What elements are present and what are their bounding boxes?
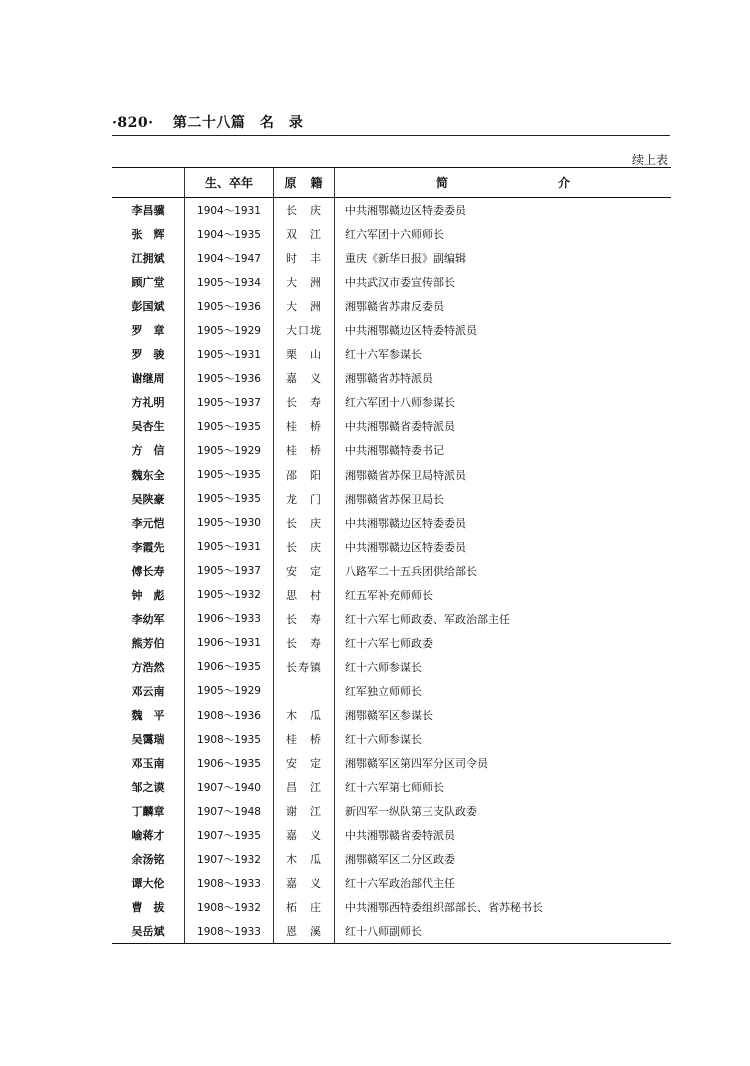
header-name — [112, 168, 185, 198]
header-desc — [335, 168, 672, 198]
cell-years: 1904～1947 — [185, 246, 274, 270]
table-row — [112, 847, 671, 871]
page-header — [112, 112, 303, 132]
cell-years: 1908～1935 — [185, 727, 274, 751]
cell-native: 双 江 — [274, 222, 335, 246]
cell-native: 木 瓜 — [274, 703, 335, 727]
cell-native: 谢 江 — [274, 799, 335, 823]
cell-years: 1905～1934 — [185, 270, 274, 294]
cell-native: 桂 桥 — [274, 438, 335, 462]
table-header-row — [112, 168, 671, 198]
table-row — [112, 631, 671, 655]
cell-desc: 重庆《新华日报》副编辑 — [335, 246, 672, 270]
table-row — [112, 535, 671, 559]
cell-desc: 红十六军参谋长 — [335, 342, 672, 366]
cell-years: 1905～1932 — [185, 583, 274, 607]
table-row — [112, 438, 671, 462]
cell-years: 1905～1935 — [185, 487, 274, 511]
table-row — [112, 871, 671, 895]
header-desc-a: 简 — [435, 176, 448, 190]
cell-years: 1907～1935 — [185, 823, 274, 847]
cell-native: 长 寿 — [274, 607, 335, 631]
table-row — [112, 366, 671, 390]
table-row — [112, 463, 671, 487]
table-row — [112, 919, 671, 944]
cell-name: 罗 章 — [131, 324, 165, 338]
cell-desc: 中共湘鄂赣省委特派员 — [335, 414, 672, 438]
cell-desc: 红六军团十八师参谋长 — [335, 390, 672, 414]
cell-name: 邹之谟 — [131, 781, 165, 795]
cell-name: 吴杏生 — [131, 420, 165, 434]
cell-name: 丁麟章 — [131, 805, 165, 819]
table-row — [112, 487, 671, 511]
cell-native: 长 寿 — [274, 390, 335, 414]
cell-native: 大口垅 — [274, 318, 335, 342]
cell-desc: 八路军二十五兵团供给部长 — [335, 559, 672, 583]
cell-native: 昌 江 — [274, 775, 335, 799]
chapter-title: 第二十八篇 名 录 — [172, 115, 304, 131]
cell-native: 安 定 — [274, 559, 335, 583]
cell-years: 1908～1933 — [185, 871, 274, 895]
cell-desc: 中共湘鄂赣边区特委委员 — [335, 535, 672, 559]
cell-desc: 红十六军政治部代主任 — [335, 871, 672, 895]
cell-years: 1904～1931 — [185, 198, 274, 223]
cell-name: 邓云南 — [131, 684, 165, 698]
cell-years: 1905～1937 — [185, 559, 274, 583]
cell-desc: 红军独立师师长 — [335, 679, 672, 703]
table-row — [112, 414, 671, 438]
cell-native: 长寿镇 — [274, 655, 335, 679]
cell-native: 嘉 义 — [274, 823, 335, 847]
cell-name: 江拥斌 — [131, 252, 165, 266]
cell-native: 长 庆 — [274, 535, 335, 559]
cell-desc: 湘鄂赣省苏保卫局长 — [335, 487, 672, 511]
cell-name: 熊芳伯 — [131, 636, 165, 650]
cell-desc: 红十六师参谋长 — [335, 727, 672, 751]
cell-native: 大 洲 — [274, 270, 335, 294]
cell-native: 长 庆 — [274, 511, 335, 535]
cell-desc: 中共湘鄂赣边区特委特派员 — [335, 318, 672, 342]
cell-desc: 中共武汉市委宣传部长 — [335, 270, 672, 294]
cell-native: 木 瓜 — [274, 847, 335, 871]
cell-native: 嘉 义 — [274, 871, 335, 895]
table-row — [112, 895, 671, 919]
table-row — [112, 246, 671, 270]
cell-desc: 红十八师副师长 — [335, 919, 672, 944]
cell-name: 李昌骥 — [131, 204, 165, 218]
cell-desc: 红十六军七师政委、军政治部主任 — [335, 607, 672, 631]
table-row — [112, 198, 671, 223]
cell-name: 谢继周 — [131, 372, 165, 386]
cell-years: 1907～1948 — [185, 799, 274, 823]
cell-years: 1905～1935 — [185, 414, 274, 438]
cell-native: 栗 山 — [274, 342, 335, 366]
cell-desc: 中共湘鄂赣边区特委委员 — [335, 198, 672, 223]
table-row — [112, 318, 671, 342]
cell-desc: 中共湘鄂赣特委书记 — [335, 438, 672, 462]
cell-years: 1907～1932 — [185, 847, 274, 871]
header-rule — [112, 135, 670, 136]
cell-years: 1904～1935 — [185, 222, 274, 246]
cell-name: 吴岳斌 — [112, 919, 185, 944]
table-row — [112, 607, 671, 631]
cell-years: 1905～1929 — [185, 679, 274, 703]
cell-name: 李幼军 — [131, 612, 165, 626]
cell-name: 魏东全 — [131, 468, 165, 482]
cell-years: 1905～1929 — [185, 438, 274, 462]
cell-native: 大 洲 — [274, 294, 335, 318]
cell-native: 桂 桥 — [274, 414, 335, 438]
cell-desc: 湘鄂赣省苏肃反委员 — [335, 294, 672, 318]
cell-years: 1906～1931 — [185, 631, 274, 655]
cell-years: 1908～1936 — [185, 703, 274, 727]
cell-name: 钟 彪 — [131, 588, 165, 602]
page-number: ·820· — [112, 115, 154, 131]
cell-desc: 湘鄂赣军区第四军分区司令员 — [335, 751, 672, 775]
cell-name: 傅长寿 — [131, 564, 165, 578]
cell-years: 1907～1940 — [185, 775, 274, 799]
cell-name: 魏 平 — [131, 709, 165, 722]
cell-name: 方 信 — [131, 444, 165, 458]
table-row — [112, 775, 671, 799]
cell-years: 1905～1931 — [185, 535, 274, 559]
table-row — [112, 583, 671, 607]
cell-years: 1908～1932 — [185, 895, 274, 919]
table-row — [112, 390, 671, 414]
cell-desc: 中共湘鄂赣边区特委委员 — [335, 511, 672, 535]
cell-years: 1905～1930 — [185, 511, 274, 535]
cell-desc: 湘鄂赣军区二分区政委 — [335, 847, 672, 871]
cell-years: 1906～1935 — [185, 655, 274, 679]
cell-years: 1905～1929 — [185, 318, 274, 342]
cell-native: 柘 庄 — [274, 895, 335, 919]
cell-name: 吴陕豪 — [131, 492, 165, 506]
cell-name: 罗 骏 — [131, 348, 165, 362]
cell-name: 曹 拔 — [131, 901, 165, 915]
cell-desc: 红六军团十六师师长 — [335, 222, 672, 246]
cell-desc: 红十六师参谋长 — [335, 655, 672, 679]
table-row — [112, 270, 671, 294]
cell-native: 桂 桥 — [274, 727, 335, 751]
cell-name: 邓玉南 — [131, 757, 165, 771]
cell-name: 喻蒋才 — [131, 829, 165, 843]
cell-years: 1905～1936 — [185, 366, 274, 390]
table-row — [112, 559, 671, 583]
table-row — [112, 294, 671, 318]
table-row — [112, 727, 671, 751]
roster-table — [112, 167, 671, 944]
cell-years: 1906～1933 — [185, 607, 274, 631]
cell-name: 谭大伦 — [131, 877, 165, 891]
cell-native: 邵 阳 — [274, 463, 335, 487]
cell-native: 思 村 — [274, 583, 335, 607]
cell-native: 龙 门 — [274, 487, 335, 511]
cell-years: 1905～1935 — [185, 463, 274, 487]
table-row — [112, 703, 671, 727]
cell-desc: 中共湘鄂赣省委特派员 — [335, 823, 672, 847]
table-row — [112, 823, 671, 847]
cell-desc: 红十六军七师政委 — [335, 631, 672, 655]
table-row — [112, 679, 671, 703]
header-years: 生、卒年 — [185, 168, 274, 198]
cell-native: 长 庆 — [274, 198, 335, 223]
header-desc-b: 介 — [558, 176, 571, 190]
cell-name: 彭国斌 — [131, 300, 165, 314]
cell-name: 李元恺 — [131, 516, 165, 530]
cell-name: 方浩然 — [131, 660, 165, 674]
cell-years: 1906～1935 — [185, 751, 274, 775]
cell-native: 时 丰 — [274, 246, 335, 270]
continued-label: 续上表 — [631, 153, 668, 167]
table-row — [112, 342, 671, 366]
cell-native: 长 寿 — [274, 631, 335, 655]
cell-years: 1905～1931 — [185, 342, 274, 366]
cell-desc: 湘鄂赣军区参谋长 — [335, 703, 672, 727]
table-row — [112, 222, 671, 246]
cell-name: 顾广堂 — [131, 276, 165, 290]
cell-name: 余汤铭 — [131, 853, 165, 867]
cell-years: 1905～1937 — [185, 390, 274, 414]
cell-desc: 红十六军第七师师长 — [335, 775, 672, 799]
cell-years: 1905～1936 — [185, 294, 274, 318]
cell-desc: 湘鄂赣省苏保卫局特派员 — [335, 463, 672, 487]
cell-name: 李霞先 — [131, 540, 165, 554]
cell-name: 方礼明 — [131, 396, 165, 410]
cell-desc: 红五军补充师师长 — [335, 583, 672, 607]
cell-native — [274, 679, 335, 703]
cell-native: 安 定 — [274, 751, 335, 775]
cell-name: 吴霭瑞 — [131, 733, 165, 747]
cell-native: 嘉 义 — [274, 366, 335, 390]
cell-years: 1908～1933 — [185, 919, 274, 944]
header-native: 原 籍 — [274, 168, 335, 198]
table-row — [112, 511, 671, 535]
table-row — [112, 799, 671, 823]
cell-desc: 湘鄂赣省苏特派员 — [335, 366, 672, 390]
cell-desc: 新四军一纵队第三支队政委 — [335, 799, 672, 823]
cell-native: 恩 溪 — [274, 919, 335, 944]
table-row — [112, 655, 671, 679]
cell-desc: 中共湘鄂西特委组织部部长、省苏秘书长 — [335, 895, 672, 919]
table-row — [112, 751, 671, 775]
cell-name: 张 辉 — [131, 228, 165, 242]
